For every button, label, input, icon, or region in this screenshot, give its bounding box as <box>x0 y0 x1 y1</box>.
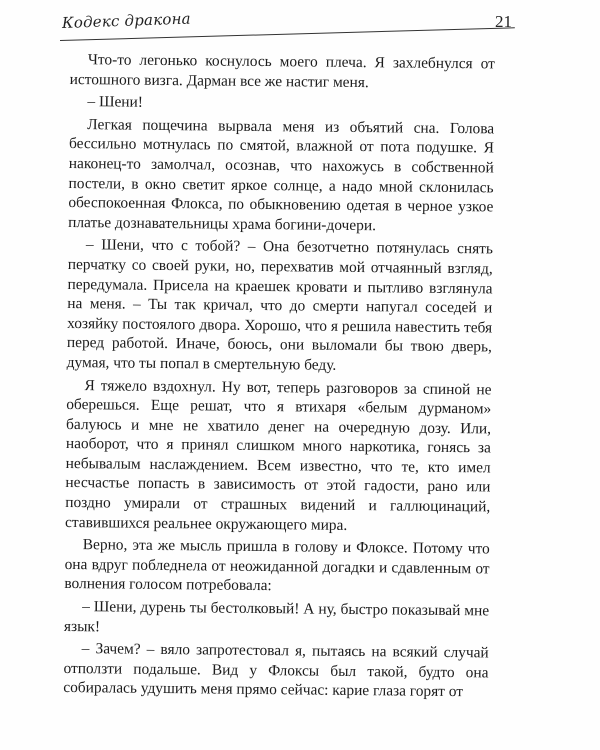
page-number: 21 <box>495 12 512 31</box>
paragraph: Что-то легонько коснулось моего плеча. Я захлебнулся от истошного визга. Дарман все же настиг меня. <box>69 51 495 91</box>
page-header <box>60 8 510 36</box>
body-text <box>63 50 495 702</box>
paragraph: Легкая пощечина вырвала меня из объятий сна. Голова бессильно мотнулась по смятой, влажной от пота подушке. Я наконец-то замолчал, осознав, что нахожусь в собственной постели, в окно светит яркое солнце, а надо мной склонилась обеспокоенная Флокса, по обыкновению одетая в черное узкое платье дознавательницы храма богини-дочери. <box>68 115 495 234</box>
paragraph: – Шени, дурень ты бестолковый! А ну, быстро показывай мне язык! <box>63 598 490 635</box>
running-title: Кодекс дракона <box>61 9 192 32</box>
paragraph: Верно, эта же мысль пришла в голову и Флоксе. Потому что она вдруг побледнела от неожиданной догадки и сдавленным от волнения голосом потребовала: <box>64 536 490 595</box>
paragraph: – Зачем? – вяло запротестовал я, пытаясь на всякий случай отползти подальше. Вид у Флоксы был такой, будто она собиралась удушить меня прямо сейчас: карие глаза горят от <box>63 640 489 701</box>
paragraph: Я тяжело вздохнул. Ну вот, теперь разговоров за спиной не оберешься. Еще решат, что я втихаря «белым дурманом» балуюсь и мне не хватило денег на очередную дозу. Или, наоборот, что я принял слишком много наркотика, гонясь за небывалым наслаждением. Всем известно, что те, кто имел несчастье попасть в зависимость от этой гадости, рано или поздно умирали от страшных видений и галлюцинаций, ставившихся реальнее окружающего мира. <box>64 376 492 534</box>
paragraph: – Шени! <box>87 93 144 111</box>
paragraph: – Шени, что с тобой? – Она безотчетно потянулась снять перчатку со своей руки, но, перехватив мой отчаянный взгляд, передумала. Присела на краешек кровати и пытливо взглянула на меня. – Ты так кричал, что до смерти напугал соседей и хозяйку постоялого двора. Хорошо, что я решила навестить тебя перед работой. Иначе, боюсь, они выломали бы твою дверь, думая, что ты попал в смертельную беду. <box>66 236 494 374</box>
